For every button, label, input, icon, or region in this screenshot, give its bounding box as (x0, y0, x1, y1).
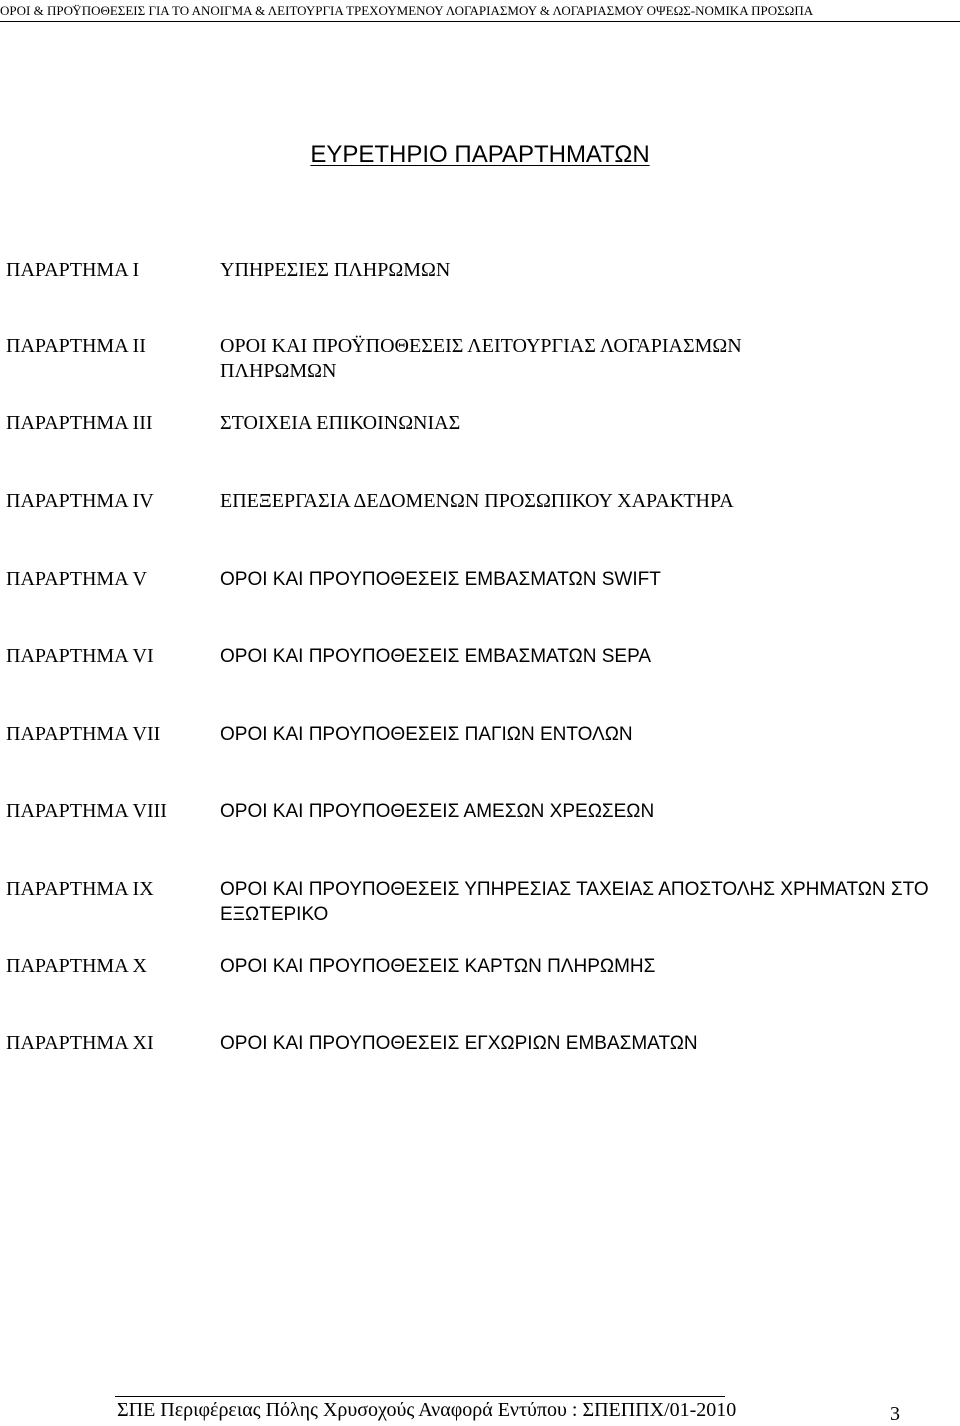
annex-code: ΠΑΡΑΡΤΗΜΑ XI (6, 1032, 154, 1054)
annex-description: ΟΡΟΙ ΚΑΙ ΠΡΟΥΠΟΘΕΣΕΙΣ ΠΑΓΙΩΝ ΕΝΤΟΛΩΝ (220, 724, 633, 745)
annex-code: ΠΑΡΑΡΤΗΜΑ IX (6, 878, 154, 900)
annex-description: ΟΡΟΙ ΚΑΙ ΠΡΟΥΠΟΘΕΣΕΙΣ ΕΜΒΑΣΜΑΤΩΝ SEPA (220, 646, 652, 667)
footer-divider (115, 1396, 725, 1397)
annex-code: ΠΑΡΑΡΤΗΜΑ V (6, 568, 147, 590)
page-number: 3 (890, 1403, 900, 1425)
annex-code: ΠΑΡΑΡΤΗΜΑ VIII (6, 800, 167, 822)
page-title-text: ΕΥΡΕΤΗΡΙΟ ΠΑΡΑΡΤΗΜΑΤΩΝ (310, 141, 650, 168)
annex-code: ΠΑΡΑΡΤΗΜΑ VI (6, 645, 154, 667)
annex-description: ΟΡΟΙ ΚΑΙ ΠΡΟΥΠΟΘΕΣΕΙΣ ΕΓΧΩΡΙΩΝ ΕΜΒΑΣΜΑΤΩΝ (220, 1033, 698, 1054)
annex-description: ΕΠΕΞΕΡΓΑΣΙΑ ΔΕΔΟΜΕΝΩΝ ΠΡΟΣΩΠΙΚΟΥ ΧΑΡΑΚΤΗΡΑ (220, 490, 734, 512)
page-title (0, 141, 960, 169)
annex-description: ΟΡΟΙ ΚΑΙ ΠΡΟΥΠΟΘΕΣΕΙΣ ΕΜΒΑΣΜΑΤΩΝ SWIFT (220, 569, 661, 590)
annex-code: ΠΑΡΑΡΤΗΜΑ IV (6, 490, 154, 512)
annex-description: ΟΡΟΙ ΚΑΙ ΠΡΟΫΠΟΘΕΣΕΙΣ ΛΕΙΤΟΥΡΓΙΑΣ ΛΟΓΑΡΙΑΣΜΩΝ ΠΛΗΡΩΜΩΝ (220, 335, 742, 382)
annex-code: ΠΑΡΑΡΤΗΜΑ X (6, 955, 147, 977)
annex-code: ΠΑΡΑΡΤΗΜΑ ΙΙ (6, 335, 146, 357)
running-header: ΟΡΟΙ & ΠΡΟΫΠΟΘΕΣΕΙΣ ΓΙΑ ΤΟ ΑΝΟΙΓΜΑ & ΛΕΙΤΟΥΡΓΙΑ ΤΡΕΧΟΥΜΕΝΟΥ ΛΟΓΑΡΙΑΣΜΟΥ & ΛΟΓΑΡΙΑΣΜΟΥ ΟΨΕΩΣ-ΝΟΜΙΚΑ ΠΡΟΣΩΠΑ (0, 3, 960, 22)
annex-description: ΣΤΟΙΧΕΙΑ ΕΠΙΚΟΙΝΩΝΙΑΣ (220, 412, 461, 434)
annex-code: ΠΑΡΑΡΤΗΜΑ VII (6, 723, 161, 745)
annex-description: ΟΡΟΙ ΚΑΙ ΠΡΟΥΠΟΘΕΣΕΙΣ ΚΑΡΤΩΝ ΠΛΗΡΩΜΗΣ (220, 956, 656, 977)
annex-code: ΠΑΡΑΡΤΗΜΑ Ι (6, 259, 140, 281)
form-reference: ΣΠΕ Περιφέρειας Πόλης Χρυσοχούς Αναφορά Εντύπου : ΣΠΕΠΠΧ/01-2010 (117, 1399, 737, 1421)
page-footer (0, 1398, 960, 1424)
annex-code: ΠΑΡΑΡΤΗΜΑ ΙΙΙ (6, 412, 153, 434)
annex-description: ΥΠΗΡΕΣΙΕΣ ΠΛΗΡΩΜΩΝ (220, 259, 451, 281)
annex-description: ΟΡΟΙ ΚΑΙ ΠΡΟΥΠΟΘΕΣΕΙΣ ΑΜΕΣΩΝ ΧΡΕΩΣΕΩΝ (220, 801, 655, 822)
annex-description: ΟΡΟΙ ΚΑΙ ΠΡΟΥΠΟΘΕΣΕΙΣ ΥΠΗΡΕΣΙΑΣ ΤΑΧΕΙΑΣ ΑΠΟΣΤΟΛΗΣ ΧΡΗΜΑΤΩΝ ΣΤΟ ΕΞΩΤΕΡΙΚΟ (220, 879, 929, 925)
